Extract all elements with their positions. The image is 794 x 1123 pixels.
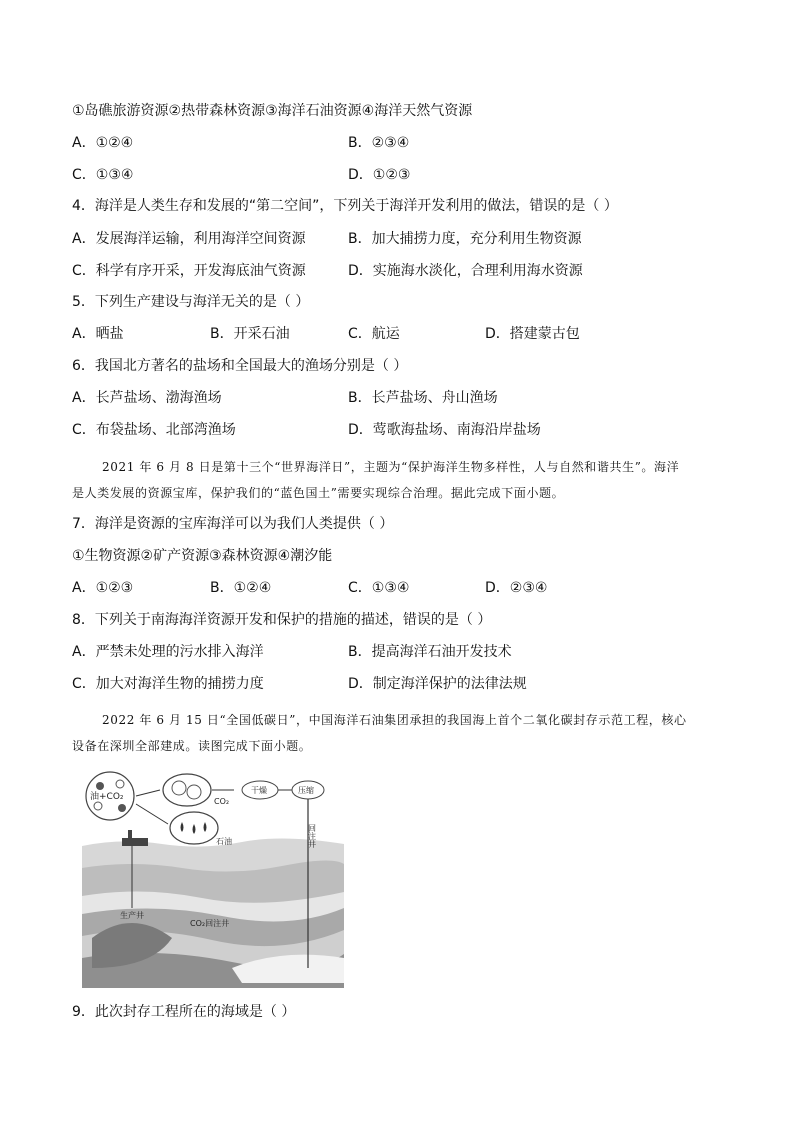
oil-platform (122, 838, 148, 846)
arrow-to-oil (136, 804, 168, 824)
material-co2-storage (72, 704, 722, 755)
bubble (96, 782, 104, 790)
co2-reinject-label: CO₂回注井 (190, 919, 230, 928)
q5-option-c[interactable]: C．航运 (348, 326, 400, 342)
material-line: 是人类发展的资源宝库，保护我们的“蓝色国土”需要实现综合治理。据此完成下面小题。 (72, 486, 565, 500)
q8-option-d[interactable]: D．制定海洋保护的法律法规 (348, 676, 527, 692)
q8-option-a[interactable]: A．严禁未处理的污水排入海洋 (72, 644, 264, 660)
q8-stem: 8．下列关于南海海洋资源开发和保护的措施的描述，错误的是（ ） (72, 612, 492, 628)
q7-option-a[interactable]: A．①②③ (72, 580, 134, 596)
q8-option-b[interactable]: B．提高海洋石油开发技术 (348, 644, 512, 660)
oil-label: 石油 (216, 837, 232, 846)
bubble (172, 781, 186, 795)
bubble (94, 802, 102, 810)
bubble (116, 780, 124, 788)
q5-stem: 5．下列生产建设与海洋无关的是（ ） (72, 294, 310, 310)
reinject-label: 回注井 (307, 824, 317, 848)
compress-label: 压缩 (298, 786, 314, 795)
q6-stem: 6．我国北方著名的盐场和全国最大的渔场分别是（ ） (72, 358, 408, 374)
q9-stem: 9．此次封存工程所在的海域是（ ） (72, 1004, 296, 1020)
q7-option-b[interactable]: B．①②④ (210, 580, 272, 596)
material-line: 2021 年 6 月 8 日是第十三个“世界海洋日”，主题为“保护海洋生物多样性，人与自然和谐共生”。海洋 (102, 460, 680, 474)
mix-label: 油+CO₂ (90, 792, 124, 802)
q5-option-d[interactable]: D．搭建蒙古包 (485, 326, 580, 342)
q4-option-b[interactable]: B．加大捕捞力度，充分利用生物资源 (348, 231, 582, 247)
material-line: 设备在深圳全部建成。读图完成下面小题。 (72, 739, 312, 753)
q5-option-a[interactable]: A．晒盐 (72, 326, 124, 342)
q3-option-b[interactable]: B．②③④ (348, 135, 410, 151)
production-well-label: 生产井 (120, 911, 144, 920)
q3-option-d[interactable]: D．①②③ (348, 167, 411, 183)
q4-option-d[interactable]: D．实施海水淡化，合理利用海水资源 (348, 263, 583, 279)
material-line: 2022 年 6 月 15 日“全国低碳日”，中国海洋石油集团承担的我国海上首个二氧化碳封存示范工程，核心 (102, 713, 687, 727)
q3-option-a[interactable]: A．①②④ (72, 135, 134, 151)
q6-option-b[interactable]: B．长芦盐场、舟山渔场 (348, 390, 498, 406)
q6-option-c[interactable]: C．布袋盐场、北部湾渔场 (72, 422, 236, 438)
q8-option-c[interactable]: C．加大对海洋生物的捕捞力度 (72, 676, 264, 692)
q7-option-d[interactable]: D．②③④ (485, 580, 548, 596)
q4-option-a[interactable]: A．发展海洋运输，利用海洋空间资源 (72, 231, 306, 247)
platform-tower (128, 830, 132, 838)
co2-storage-diagram (82, 768, 344, 988)
q3-option-c[interactable]: C．①③④ (72, 167, 134, 183)
bubble (118, 804, 126, 812)
co2-label: CO₂ (214, 797, 230, 806)
q4-stem: 4．海洋是人类生存和发展的“第二空间”，下列关于海洋开发利用的做法，错误的是（ ） (72, 198, 618, 214)
dry-label: 干燥 (251, 786, 267, 795)
q7-statement-list: ①生物资源②矿产资源③森林资源④潮汐能 (72, 548, 333, 564)
q7-option-c[interactable]: C．①③④ (348, 580, 410, 596)
q7-stem: 7．海洋是资源的宝库海洋可以为我们人类提供（ ） (72, 516, 394, 532)
material-world-ocean-day (72, 451, 722, 502)
q5-option-b[interactable]: B．开采石油 (210, 326, 290, 342)
bubble (187, 785, 201, 799)
q3-statement-list: ①岛礁旅游资源②热带森林资源③海洋石油资源④海洋天然气资源 (72, 103, 473, 119)
q6-option-a[interactable]: A．长芦盐场、渤海渔场 (72, 390, 222, 406)
q4-option-c[interactable]: C．科学有序开采，开发海底油气资源 (72, 263, 306, 279)
arrow-to-co2 (136, 790, 160, 796)
q6-option-d[interactable]: D．莺歌海盐场、南海沿岸盐场 (348, 422, 541, 438)
